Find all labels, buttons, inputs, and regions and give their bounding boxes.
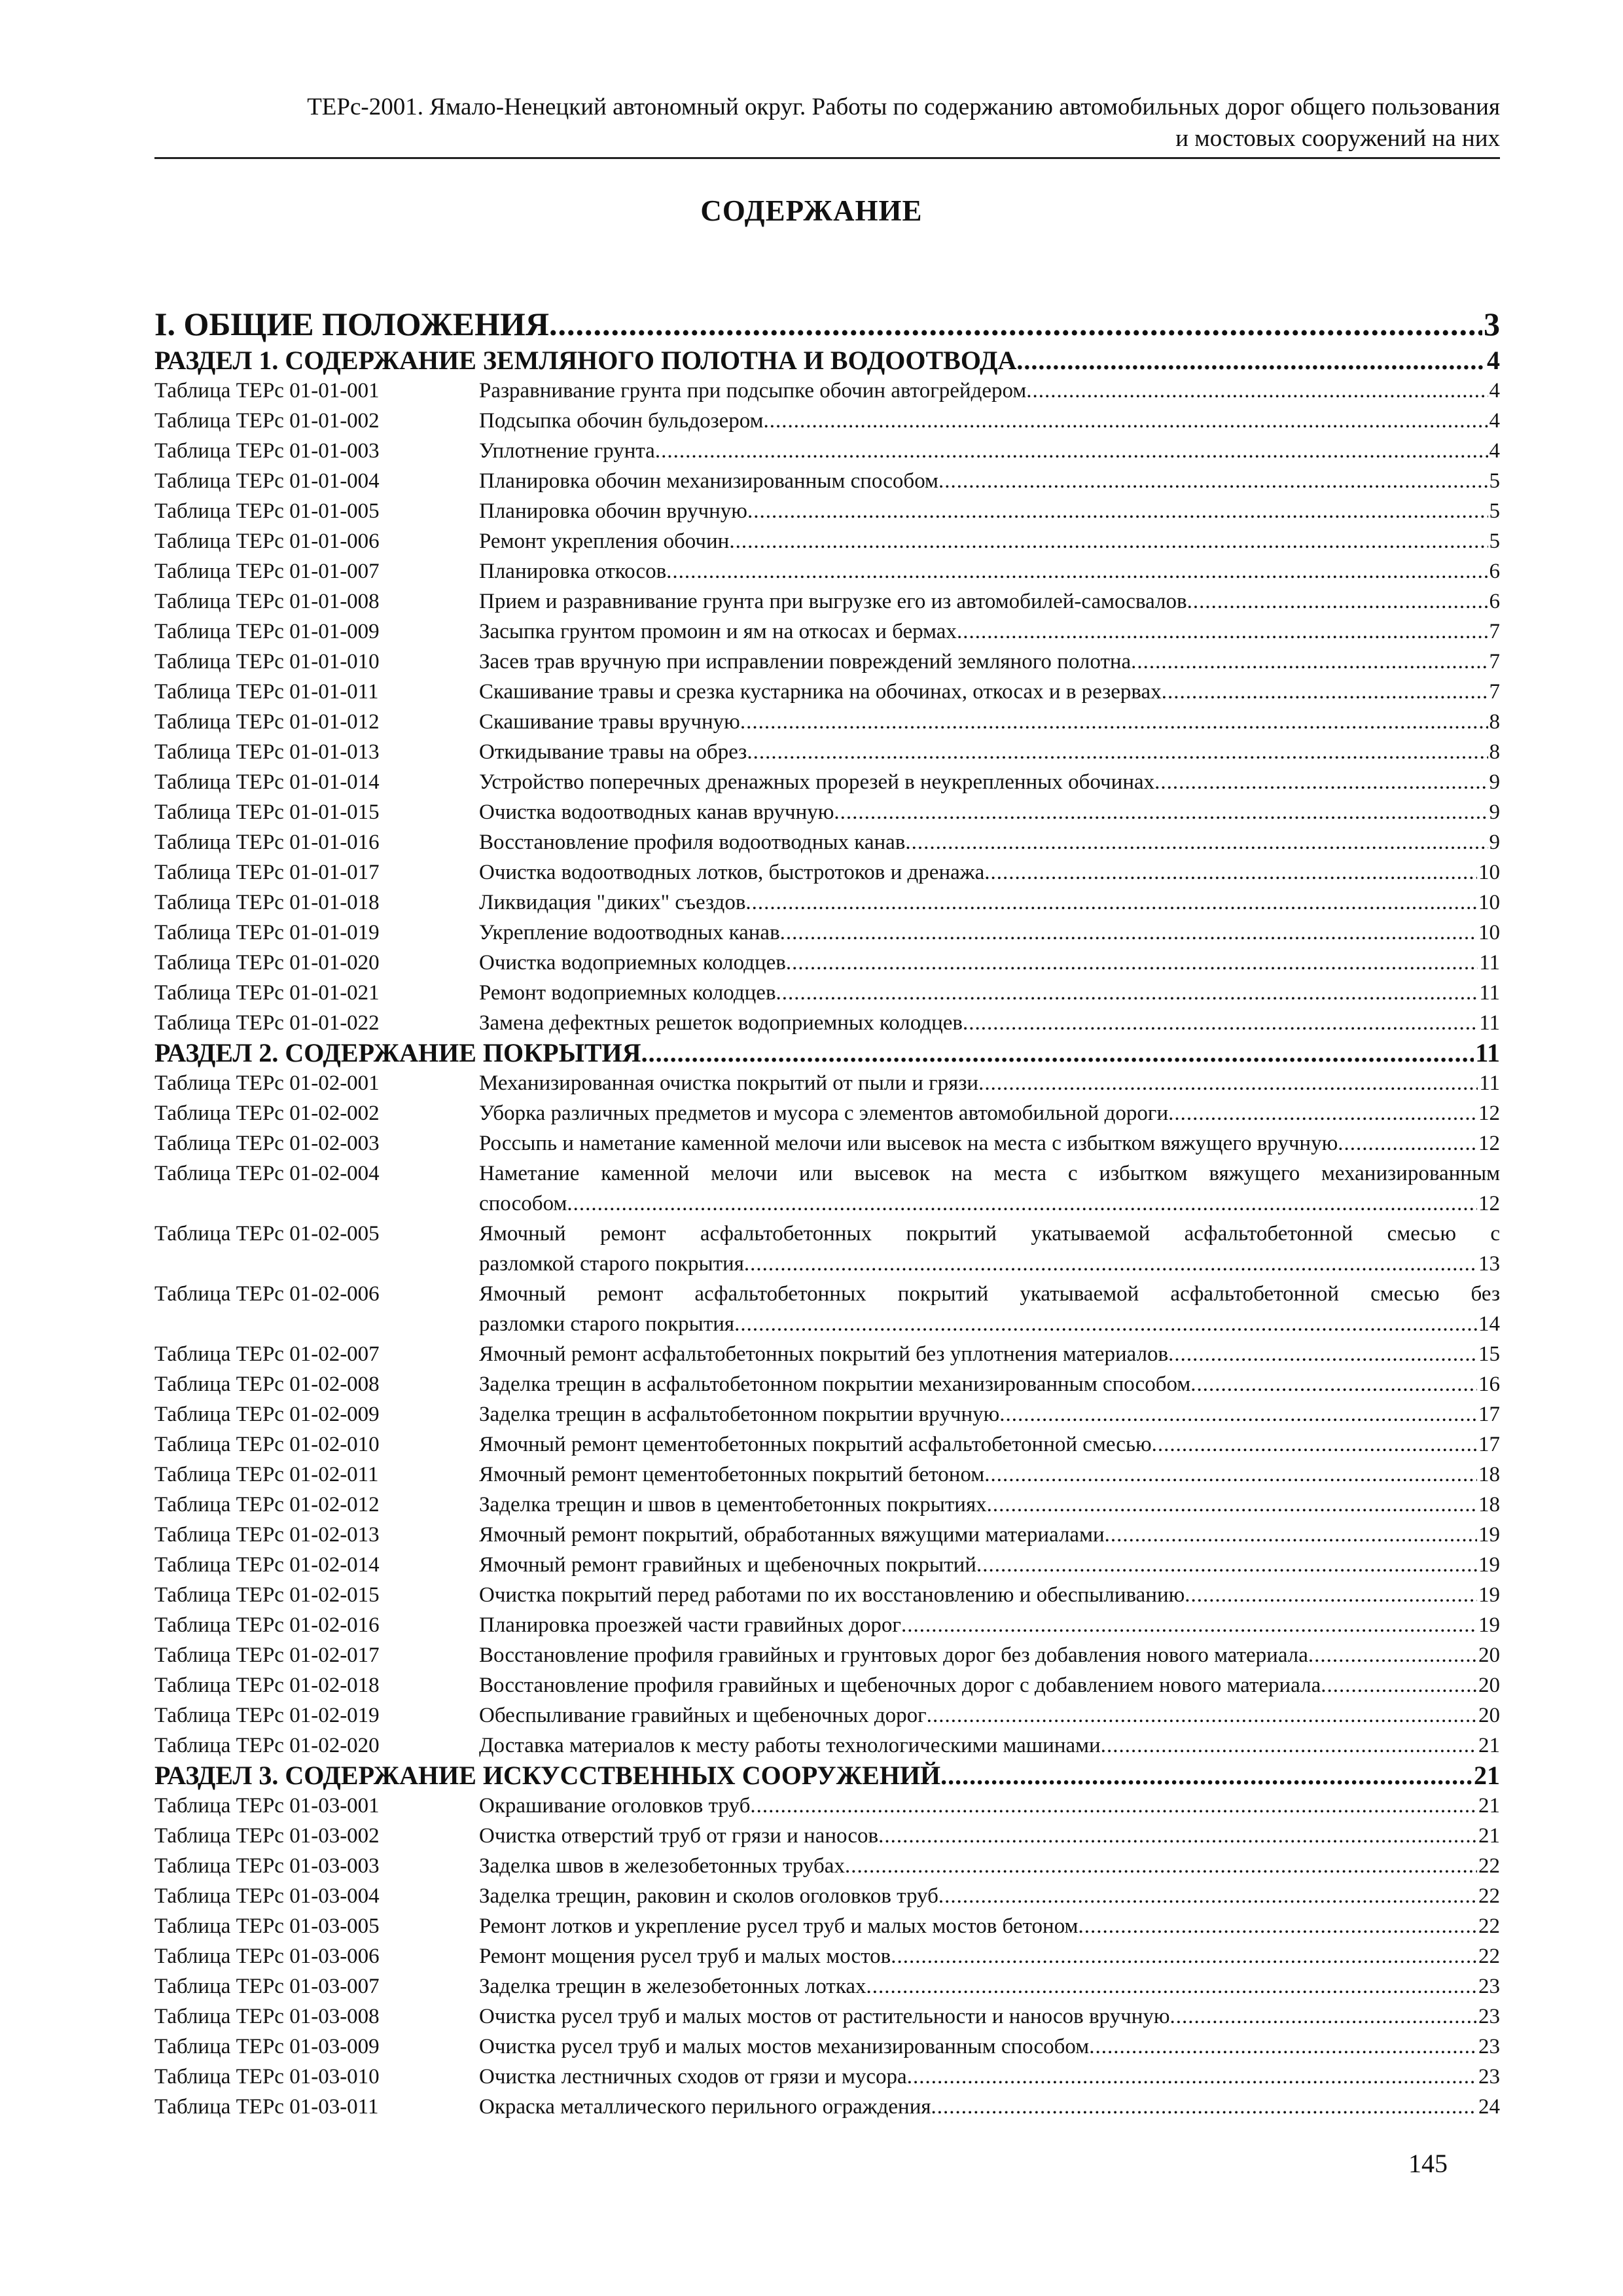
dot-leader	[1308, 1640, 1477, 1670]
toc-entry-page: 7	[1489, 680, 1500, 704]
toc-entry-code: Таблица ТЕРс 01-01-008	[154, 590, 380, 613]
toc-entry-page: 12	[1478, 1132, 1500, 1155]
toc-entry-title: Скашивание травы и срезка кустарника на обочинах, откосах и в резервах	[479, 680, 1162, 704]
toc-entry-page: 14	[1478, 1312, 1500, 1336]
page-number: 145	[1408, 2149, 1448, 2178]
toc-entry-code: Таблица ТЕРс 01-02-012	[154, 1493, 380, 1516]
toc-entry-code: Таблица ТЕРс 01-03-010	[154, 2065, 380, 2089]
toc-entry-code: Таблица ТЕРс 01-01-009	[154, 620, 380, 643]
dot-leader	[549, 305, 1482, 343]
toc-entry-code: Таблица ТЕРс 01-01-019	[154, 921, 380, 944]
toc-entry[interactable]	[154, 647, 1500, 677]
toc-entry-title: Замена дефектных решеток водоприемных колодцев	[479, 1011, 963, 1035]
toc-entry-page: 22	[1478, 1945, 1500, 1968]
toc-entry-page: 7	[1489, 620, 1500, 643]
toc-entry-title: Уборка различных предметов и мусора с элементов автомобильной дороги	[479, 1102, 1169, 1125]
toc-entry-title: Очистка русел труб и малых мостов механизированным способом	[479, 2035, 1090, 2058]
toc-entry-page: 22	[1478, 1854, 1500, 1878]
dot-leader	[845, 1851, 1477, 1881]
toc-entry-title: Очистка покрытий перед работами по их восстановлению и обеспыливанию	[479, 1583, 1185, 1607]
toc-entry[interactable]	[154, 1339, 1500, 1369]
toc-entry-code: Таблица ТЕРс 01-01-003	[154, 439, 380, 463]
toc-entry-page: 6	[1489, 560, 1500, 583]
dot-leader	[747, 737, 1488, 767]
dot-leader	[1154, 767, 1488, 797]
dot-leader	[963, 1008, 1478, 1038]
toc-entry-page: 16	[1478, 1372, 1500, 1396]
toc-entry[interactable]	[154, 1670, 1500, 1700]
toc-entry-code: Таблица ТЕРс 01-01-006	[154, 529, 380, 553]
toc-entry-page: 11	[1479, 1011, 1500, 1035]
dot-leader	[641, 1038, 1474, 1068]
toc-entry-code: Таблица ТЕРс 01-02-014	[154, 1553, 380, 1577]
toc-entry-title: Заделка трещин в асфальтобетонном покрытии вручную	[479, 1403, 1000, 1426]
dot-leader	[1026, 376, 1488, 406]
toc-entry-code: Таблица ТЕРс 01-01-011	[154, 680, 379, 704]
toc-general-heading[interactable]	[154, 305, 1500, 343]
dot-leader	[780, 918, 1477, 948]
toc-entry-title: Ремонт укрепления обочин	[479, 529, 730, 553]
toc-entry[interactable]	[154, 2062, 1500, 2092]
toc-entry-code: Таблица ТЕРс 01-03-001	[154, 1794, 380, 1818]
toc-entry[interactable]	[154, 466, 1500, 496]
toc-entry-page: 11	[1479, 981, 1500, 1005]
toc-entry-page: 22	[1478, 1884, 1500, 1908]
toc-entry-title: Очистка водоотводных канав вручную	[479, 800, 834, 824]
dot-leader	[1105, 1520, 1477, 1550]
dot-leader	[834, 797, 1488, 827]
dot-leader	[938, 466, 1488, 496]
toc-entry[interactable]	[154, 1971, 1500, 2001]
toc-entry[interactable]	[154, 767, 1500, 797]
dot-leader	[1152, 1429, 1477, 1460]
toc-entry-code: Таблица ТЕРс 01-03-009	[154, 2035, 380, 2058]
toc-entry-code: Таблица ТЕРс 01-02-008	[154, 1372, 380, 1396]
toc-entry-code: Таблица ТЕРс 01-02-013	[154, 1523, 380, 1547]
toc-general-title: I. ОБЩИЕ ПОЛОЖЕНИЯ	[154, 306, 549, 342]
toc-entry[interactable]	[154, 677, 1500, 707]
dot-leader	[978, 1068, 1478, 1098]
toc-entry[interactable]	[154, 436, 1500, 466]
toc-entry-title: Механизированная очистка покрытий от пыли и грязи	[479, 1071, 979, 1095]
toc-entry-page: 10	[1478, 891, 1500, 914]
toc-entry-code: Таблица ТЕРс 01-01-007	[154, 560, 380, 583]
toc-section-heading[interactable]	[154, 346, 1500, 376]
toc-entry[interactable]	[154, 888, 1500, 918]
toc-entry-title: Ямочный ремонт цементобетонных покрытий бетоном	[479, 1463, 985, 1486]
toc-section-page: 4	[1487, 346, 1500, 375]
toc-entry-title: Скашивание травы вручную	[479, 710, 740, 734]
toc-entry-code: Таблица ТЕРс 01-01-010	[154, 650, 380, 673]
toc-entry-page: 20	[1478, 1704, 1500, 1727]
toc-entry-page: 9	[1489, 770, 1500, 794]
page-title: СОДЕРЖАНИЕ	[700, 194, 923, 227]
toc-entry[interactable]	[154, 496, 1500, 526]
toc-entry-code: Таблица ТЕРс 01-02-016	[154, 1613, 380, 1637]
dot-leader	[1338, 1128, 1477, 1158]
toc-entry-title: Ямочный ремонт покрытий, обработанных вяжущими материалами	[479, 1523, 1105, 1547]
toc-entry-title: Окрашивание оголовков труб	[479, 1794, 751, 1818]
dot-leader	[1321, 1670, 1477, 1700]
toc-entry[interactable]	[154, 2092, 1500, 2122]
toc-entry-title: Планировка проезжей части гравийных дорог	[479, 1613, 901, 1637]
toc-entry[interactable]	[154, 1008, 1500, 1038]
toc-entry[interactable]	[154, 1399, 1500, 1429]
toc-entry-page: 21	[1478, 1824, 1500, 1848]
toc-entry-code: Таблица ТЕРс 01-02-020	[154, 1734, 380, 1757]
toc-general-page: 3	[1484, 306, 1500, 342]
toc-entry-code: Таблица ТЕРс 01-01-018	[154, 891, 380, 914]
toc-entry-code: Таблица ТЕРс 01-02-007	[154, 1342, 380, 1366]
dot-leader	[786, 948, 1478, 978]
dot-leader	[905, 827, 1488, 857]
dot-leader	[747, 496, 1488, 526]
dot-leader	[891, 1941, 1477, 1971]
toc-entry-code: Таблица ТЕРс 01-02-002	[154, 1102, 380, 1125]
toc-entry-page: 7	[1489, 650, 1500, 673]
dot-leader	[655, 436, 1488, 466]
toc-entry[interactable]	[154, 1640, 1500, 1670]
toc-entry-page: 5	[1489, 529, 1500, 553]
toc-entry[interactable]	[154, 1881, 1500, 1911]
toc-entry-page: 19	[1478, 1523, 1500, 1547]
dot-leader	[744, 1249, 1477, 1279]
dot-leader	[1078, 1911, 1477, 1941]
toc-entry-page: 12	[1478, 1102, 1500, 1125]
toc-entry[interactable]	[154, 857, 1500, 888]
toc-entry[interactable]	[154, 376, 1500, 406]
toc-entry[interactable]	[154, 797, 1500, 827]
toc-section-title: РАЗДЕЛ 3. СОДЕРЖАНИЕ ИСКУССТВЕННЫХ СООРУЖЕНИЙ	[154, 1761, 941, 1790]
toc-entry-page: 23	[1478, 2005, 1500, 2028]
toc-entry-title: разломкой старого покрытия	[479, 1252, 744, 1276]
dot-leader	[1016, 346, 1486, 376]
toc-entry[interactable]	[154, 1941, 1500, 1971]
toc-entry-code: Таблица ТЕРс 01-01-004	[154, 469, 380, 493]
toc-entry-code: Таблица ТЕРс 01-03-006	[154, 1945, 380, 1968]
dot-leader	[931, 2092, 1477, 2122]
toc-entry-page: 23	[1478, 2065, 1500, 2089]
toc-section-heading[interactable]	[154, 1761, 1500, 1791]
toc-entry-code: Таблица ТЕРс 01-01-001	[154, 379, 380, 403]
dot-leader	[1190, 1369, 1477, 1399]
toc-entry-title: Россыпь и наметание каменной мелочи или высевок на места с избытком вяжущего вручную	[479, 1132, 1338, 1155]
toc-entry-page: 23	[1478, 2035, 1500, 2058]
toc-entry-code: Таблица ТЕРс 01-01-017	[154, 861, 380, 884]
toc-entry[interactable]	[154, 1490, 1500, 1520]
running-header	[154, 92, 1500, 159]
toc-entry-page: 5	[1489, 469, 1500, 493]
toc-entry-page: 8	[1489, 710, 1500, 734]
toc-entry-page: 20	[1478, 1674, 1500, 1697]
toc-entry[interactable]	[154, 586, 1500, 617]
toc-entry-page: 4	[1489, 439, 1500, 463]
toc-entry-title: Ямочный ремонт гравийных и щебеночных покрытий	[479, 1553, 976, 1577]
toc-entry[interactable]	[154, 526, 1500, 556]
toc-sections	[154, 346, 1500, 2122]
toc-entry-title: Засев трав вручную при исправлении повреждений земляного полотна	[479, 650, 1132, 673]
toc-entry-code: Таблица ТЕРс 01-01-002	[154, 409, 380, 433]
toc-entry-title: Ямочный ремонт цементобетонных покрытий асфальтобетонной смесью	[479, 1433, 1152, 1456]
toc-entry-page: 23	[1478, 1975, 1500, 1998]
toc-entry-code: Таблица ТЕРс 01-01-014	[154, 770, 380, 794]
toc-entry-title: Прием и разравнивание грунта при выгрузке его из автомобилей-самосвалов	[479, 590, 1187, 613]
toc-entry-code: Таблица ТЕРс 01-01-013	[154, 740, 380, 764]
toc-entry-code: Таблица ТЕРс 01-02-005	[154, 1222, 380, 1246]
toc-entry-title: Подсыпка обочин бульдозером	[479, 409, 764, 433]
toc-entry-title: Уплотнение грунта	[479, 439, 655, 463]
dot-leader	[567, 1189, 1477, 1219]
toc-entry-title: разломки старого покрытия	[479, 1312, 735, 1336]
toc-entry-title: Обеспыливание гравийных и щебеночных дорог	[479, 1704, 927, 1727]
toc-entry-title: Укрепление водоотводных канав	[479, 921, 780, 944]
toc-entry-title: Очистка водоотводных лотков, быстротоков и дренажа	[479, 861, 985, 884]
toc-entry[interactable]	[154, 737, 1500, 767]
toc-entry[interactable]	[154, 1700, 1500, 1731]
toc-entry[interactable]	[154, 1068, 1500, 1098]
toc-section-page: 11	[1475, 1038, 1500, 1067]
toc-entry[interactable]	[154, 1580, 1500, 1610]
toc-entry-code: Таблица ТЕРс 01-02-018	[154, 1674, 380, 1697]
toc-entry[interactable]	[154, 827, 1500, 857]
dot-leader	[1185, 1580, 1477, 1610]
toc-entry-title: Восстановление профиля гравийных и щебеночных дорог с добавлением нового материала	[479, 1674, 1321, 1697]
toc-entry[interactable]	[154, 1279, 1500, 1339]
toc-entry-code: Таблица ТЕРс 01-01-022	[154, 1011, 380, 1035]
toc-entry-page: 22	[1478, 1914, 1500, 1938]
toc-entry-code: Таблица ТЕРс 01-03-002	[154, 1824, 380, 1848]
toc-entry[interactable]	[154, 406, 1500, 436]
toc-entry-title: Заделка трещин, раковин и сколов оголовков труб	[479, 1884, 938, 1908]
toc-entry-page: 18	[1478, 1493, 1500, 1516]
dot-leader	[764, 406, 1488, 436]
toc-entry-page: 21	[1478, 1794, 1500, 1818]
toc-entry-page: 11	[1479, 1071, 1500, 1095]
toc-entry-title: Разравнивание грунта при подсыпке обочин автогрейдером	[479, 379, 1027, 403]
toc-entry-title: Откидывание травы на обрез	[479, 740, 747, 764]
dot-leader	[938, 1881, 1477, 1911]
dot-leader	[729, 526, 1488, 556]
dot-leader	[750, 1791, 1477, 1821]
toc-entry-page: 24	[1478, 2095, 1500, 2119]
toc-entry-page: 5	[1489, 499, 1500, 523]
toc-section-title: РАЗДЕЛ 1. СОДЕРЖАНИЕ ЗЕМЛЯНОГО ПОЛОТНА И ВОДООТВОДА	[154, 346, 1017, 375]
toc-entry[interactable]	[154, 1731, 1500, 1761]
toc-entry-code: Таблица ТЕРс 01-02-009	[154, 1403, 380, 1426]
dot-leader	[984, 1460, 1477, 1490]
toc-entry-code: Таблица ТЕРс 01-02-017	[154, 1643, 380, 1667]
toc-entry-code: Таблица ТЕРс 01-01-016	[154, 831, 380, 854]
toc-entry-page: 4	[1489, 379, 1500, 403]
toc-entry-page: 9	[1489, 800, 1500, 824]
toc-entry-code: Таблица ТЕРс 01-01-021	[154, 981, 380, 1005]
toc-entry-title: Очистка лестничных сходов от грязи и мусора	[479, 2065, 907, 2089]
toc-entry-page: 19	[1478, 1613, 1500, 1637]
dot-leader	[776, 978, 1478, 1008]
toc-entry-title: Устройство поперечных дренажных прорезей в неукрепленных обочинах	[479, 770, 1155, 794]
dot-leader	[999, 1399, 1477, 1429]
toc-entry-title: Очистка русел труб и малых мостов от растительности и наносов вручную	[479, 2005, 1170, 2028]
toc-entry-title: Очистка водоприемных колодцев	[479, 951, 786, 975]
toc-entry[interactable]	[154, 1791, 1500, 1821]
toc-entry[interactable]	[154, 707, 1500, 737]
dot-leader	[878, 1821, 1477, 1851]
toc-entry[interactable]	[154, 1219, 1500, 1279]
toc-entry[interactable]	[154, 1098, 1500, 1128]
toc-entry-page: 20	[1478, 1643, 1500, 1667]
toc-entry-title: Восстановление профиля гравийных и грунтовых дорог без добавления нового материала	[479, 1643, 1308, 1667]
table-of-contents	[154, 305, 1500, 2122]
toc-entry-code: Таблица ТЕРс 01-03-004	[154, 1884, 380, 1908]
toc-entry-code: Таблица ТЕРс 01-01-005	[154, 499, 380, 523]
toc-entry-page: 10	[1478, 921, 1500, 944]
dot-leader	[907, 2062, 1477, 2092]
header-line-1: ТЕРс-2001. Ямало-Ненецкий автономный округ. Работы по содержанию автомобильных дорог общего пользования	[307, 94, 1500, 120]
header-line-2: и мостовых сооружений на них	[1175, 125, 1500, 152]
dot-leader	[1131, 647, 1488, 677]
toc-entry-page: 6	[1489, 590, 1500, 613]
toc-entry[interactable]	[154, 1128, 1500, 1158]
dot-leader	[1187, 586, 1488, 617]
dot-leader	[1101, 1731, 1477, 1761]
toc-entry-code: Таблица ТЕРс 01-01-012	[154, 710, 380, 734]
toc-entry-code: Таблица ТЕРс 01-01-015	[154, 800, 380, 824]
toc-entry-title: Ремонт лотков и укрепление русел труб и малых мостов бетоном	[479, 1914, 1079, 1938]
dot-leader	[984, 857, 1477, 888]
toc-entry-title-line1: Ямочный ремонт асфальтобетонных покрытий укатываемой асфальтобетонной смесью без	[479, 1282, 1500, 1306]
toc-entry[interactable]	[154, 556, 1500, 586]
toc-entry-title-line1: Наметание каменной мелочи или высевок на места с избытком вяжущего механизированным	[479, 1162, 1500, 1185]
toc-section-page: 21	[1474, 1761, 1500, 1790]
dot-leader	[745, 888, 1477, 918]
toc-entry-code: Таблица ТЕРс 01-02-001	[154, 1071, 380, 1095]
toc-entry-title: Засыпка грунтом промоин и ям на откосах и бермах	[479, 620, 957, 643]
dot-leader	[740, 707, 1488, 737]
dot-leader	[1162, 677, 1488, 707]
dot-leader	[940, 1761, 1472, 1791]
toc-entry[interactable]	[154, 1369, 1500, 1399]
toc-entry[interactable]	[154, 1429, 1500, 1460]
toc-entry-page: 13	[1478, 1252, 1500, 1276]
toc-entry-page: 21	[1478, 1734, 1500, 1757]
toc-entry-page: 12	[1478, 1192, 1500, 1215]
toc-entry-title: Планировка откосов	[479, 560, 667, 583]
dot-leader	[927, 1700, 1477, 1731]
toc-entry[interactable]	[154, 1520, 1500, 1550]
toc-entry-title: Ямочный ремонт асфальтобетонных покрытий без уплотнения материалов	[479, 1342, 1169, 1366]
dot-leader	[1170, 2001, 1477, 2032]
toc-entry-title: Очистка отверстий труб от грязи и наносов	[479, 1824, 879, 1848]
dot-leader	[976, 1550, 1477, 1580]
toc-entry[interactable]	[154, 948, 1500, 978]
toc-entry[interactable]	[154, 1911, 1500, 1941]
dot-leader	[957, 617, 1488, 647]
dot-leader	[901, 1610, 1477, 1640]
toc-entry-title: Заделка трещин и швов в цементобетонных покрытиях	[479, 1493, 987, 1516]
dot-leader	[734, 1309, 1477, 1339]
toc-entry-page: 18	[1478, 1463, 1500, 1486]
dot-leader	[1168, 1339, 1477, 1369]
toc-entry-title-line1: Ямочный ремонт асфальтобетонных покрытий укатываемой асфальтобетонной смесью с	[479, 1222, 1500, 1246]
dot-leader	[987, 1490, 1477, 1520]
toc-entry-code: Таблица ТЕРс 01-02-006	[154, 1282, 380, 1306]
toc-entry[interactable]	[154, 1460, 1500, 1490]
toc-entry-page: 15	[1478, 1342, 1500, 1366]
toc-entry-title: Ликвидация "диких" съездов	[479, 891, 746, 914]
toc-entry-code: Таблица ТЕРс 01-03-003	[154, 1854, 380, 1878]
toc-entry[interactable]	[154, 2032, 1500, 2062]
toc-entry-page: 10	[1478, 861, 1500, 884]
toc-entry-page: 9	[1489, 831, 1500, 854]
toc-entry-page: 11	[1479, 951, 1500, 975]
dot-leader	[1089, 2032, 1477, 2062]
toc-entry[interactable]	[154, 1821, 1500, 1851]
toc-entry-title: Заделка трещин в железобетонных лотках	[479, 1975, 866, 1998]
toc-entry-code: Таблица ТЕРс 01-02-010	[154, 1433, 380, 1456]
toc-section-title: РАЗДЕЛ 2. СОДЕРЖАНИЕ ПОКРЫТИЯ	[154, 1038, 641, 1067]
toc-entry[interactable]	[154, 1158, 1500, 1219]
toc-entry[interactable]	[154, 978, 1500, 1008]
toc-entry-title: Восстановление профиля водоотводных канав	[479, 831, 906, 854]
toc-entry-title: Планировка обочин вручную	[479, 499, 747, 523]
toc-entry-code: Таблица ТЕРс 01-01-020	[154, 951, 380, 975]
toc-entry-title: Заделка трещин в асфальтобетонном покрытии механизированным способом	[479, 1372, 1191, 1396]
toc-entry-page: 19	[1478, 1583, 1500, 1607]
toc-entry-title: Доставка материалов к месту работы технологическими машинами	[479, 1734, 1101, 1757]
toc-entry-page: 4	[1489, 409, 1500, 433]
toc-entry-code: Таблица ТЕРс 01-03-005	[154, 1914, 380, 1938]
toc-entry[interactable]	[154, 918, 1500, 948]
toc-entry[interactable]	[154, 2001, 1500, 2032]
toc-entry-code: Таблица ТЕРс 01-02-019	[154, 1704, 380, 1727]
toc-entry[interactable]	[154, 1851, 1500, 1881]
toc-entry-title: способом	[479, 1192, 567, 1215]
toc-section-heading[interactable]	[154, 1038, 1500, 1068]
toc-entry-title: Ремонт мощения русел труб и малых мостов	[479, 1945, 891, 1968]
toc-entry-title: Планировка обочин механизированным способом	[479, 469, 938, 493]
toc-entry-title: Заделка швов в железобетонных трубах	[479, 1854, 845, 1878]
toc-entry-code: Таблица ТЕРс 01-03-007	[154, 1975, 380, 1998]
toc-entry-code: Таблица ТЕРс 01-02-003	[154, 1132, 380, 1155]
dot-leader	[866, 1971, 1477, 2001]
toc-entry-page: 19	[1478, 1553, 1500, 1577]
dot-leader	[1168, 1098, 1477, 1128]
toc-entry-code: Таблица ТЕРс 01-02-004	[154, 1162, 380, 1185]
toc-entry-code: Таблица ТЕРс 01-03-011	[154, 2095, 379, 2119]
toc-entry[interactable]	[154, 1610, 1500, 1640]
toc-entry-page: 8	[1489, 740, 1500, 764]
toc-entry[interactable]	[154, 617, 1500, 647]
toc-entry-title: Окраска металлического перильного ограждения	[479, 2095, 931, 2119]
toc-entry-code: Таблица ТЕРс 01-03-008	[154, 2005, 380, 2028]
dot-leader	[666, 556, 1488, 586]
toc-entry-code: Таблица ТЕРс 01-02-015	[154, 1583, 380, 1607]
toc-entry-page: 17	[1478, 1433, 1500, 1456]
toc-entry[interactable]	[154, 1550, 1500, 1580]
toc-entry-title: Ремонт водоприемных колодцев	[479, 981, 776, 1005]
toc-entry-code: Таблица ТЕРс 01-02-011	[154, 1463, 379, 1486]
toc-entry-page: 17	[1478, 1403, 1500, 1426]
